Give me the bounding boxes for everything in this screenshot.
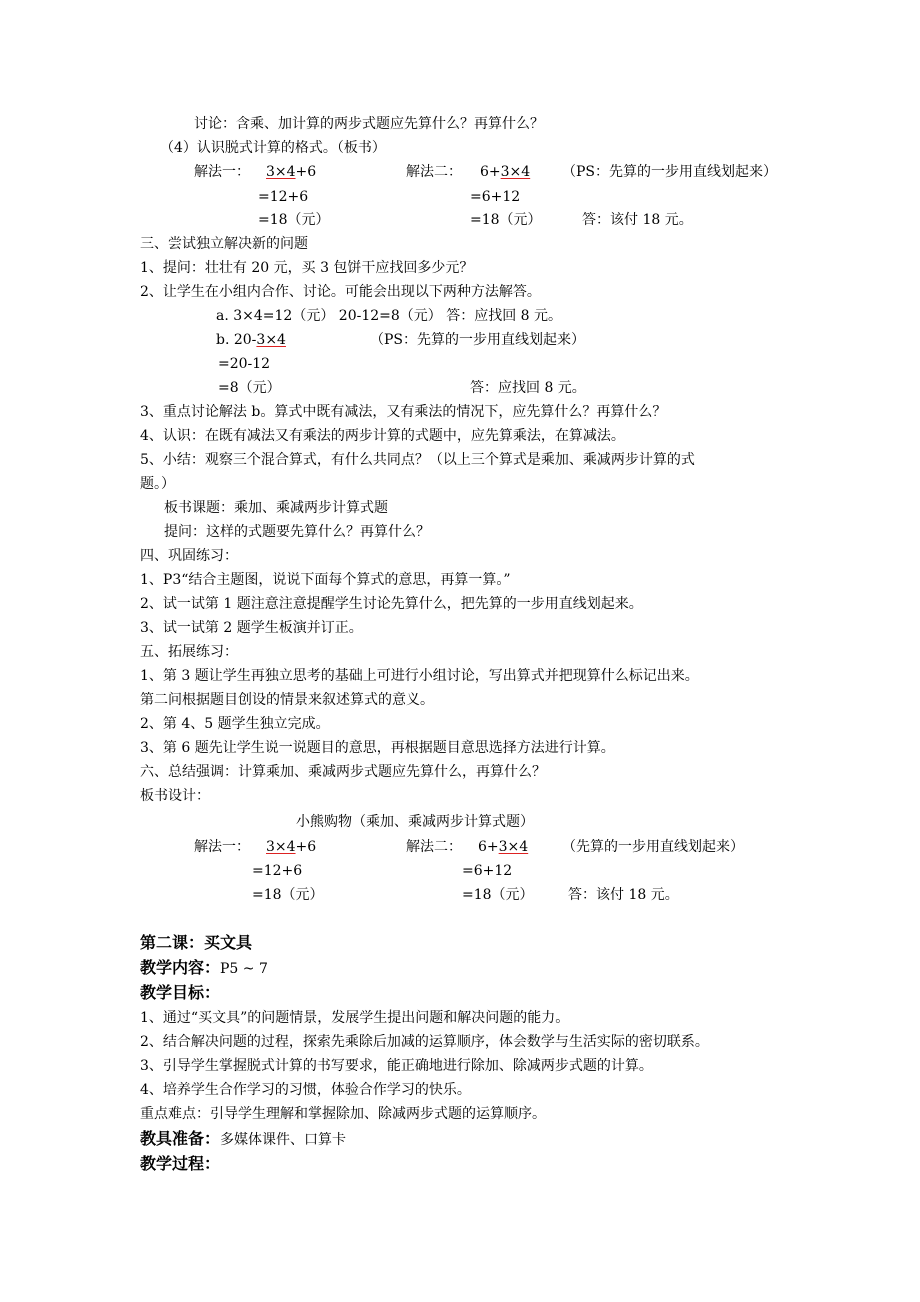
calc-result: =18（元） — [258, 212, 330, 228]
board-title: 小熊购物（乘加、乘减两步计算式题） — [296, 814, 534, 830]
calc-result: =8（元） — [218, 380, 281, 396]
calc-result: =18（元） — [462, 887, 534, 903]
goal-item: 4、培养学生合作学习的习惯，体验合作学习的快乐。 — [140, 1082, 471, 1098]
text-line: 2、试一试第 1 题注意注意提醒学生讨论先算什么，把先算的一步用直线划起来。 — [140, 596, 643, 612]
method-two-label: 解法二： — [406, 839, 462, 855]
section-heading: 五、拓展练习： — [140, 644, 238, 660]
goal-item: 3、引导学生掌握脱式计算的书写要求，能正确地进行除加、除减两步式题的计算。 — [140, 1058, 653, 1074]
expression-rest: +6 — [295, 839, 317, 855]
calc-step: =20-12 — [218, 356, 271, 372]
goal-item: 1、通过“买文具”的问题情景，发展学生提出问题和解决问题的能力。 — [140, 1010, 570, 1026]
method-two-label: 解法二： — [406, 164, 462, 180]
teaching-content — [140, 957, 268, 980]
underlined-step: 3×4 — [266, 164, 296, 180]
calc-step: =12+6 — [252, 863, 303, 879]
text-line: 1、第 3 题让学生再独立思考的基础上可进行小组讨论，写出算式并把现算什么标记出来。 — [140, 668, 699, 684]
text-line: 提问：这样的式题要先算什么？再算什么？ — [164, 524, 430, 540]
text-line: 题。） — [140, 476, 175, 492]
teaching-process-label: 教学过程： — [140, 1154, 221, 1173]
expression-start: 6+ — [480, 164, 501, 180]
text-line: 板书设计： — [140, 788, 210, 804]
calc-step: =6+12 — [462, 863, 513, 879]
underlined-step: 3×4 — [256, 332, 286, 348]
section-heading: 三、尝试独立解决新的问题 — [140, 236, 308, 252]
calc-result: =18（元） — [470, 212, 542, 228]
method-one-label: 解法一： — [194, 839, 250, 855]
teaching-goals-label: 教学目标： — [140, 983, 221, 1002]
method-one-expression — [266, 837, 316, 857]
method-one-expression — [266, 162, 316, 182]
text-line: 讨论：含乘、加计算的两步式题应先算什么？再算什么？ — [194, 116, 544, 132]
method-two-expression — [478, 837, 528, 857]
note: （先算的一步用直线划起来） — [562, 839, 744, 855]
calc-step: =6+12 — [470, 189, 521, 205]
text-line: （4）认识脱式计算的格式。（板书） — [160, 140, 386, 156]
tools — [140, 1128, 346, 1151]
text-line: 5、小结：观察三个混合算式，有什么共同点？（以上三个算式是乘加、乘减两步计算的式 — [140, 452, 695, 468]
text-line: 板书课题：乘加、乘减两步计算式题 — [164, 500, 388, 516]
expression-start: b. 20- — [216, 332, 257, 348]
key-points: 重点难点：引导学生理解和掌握除加、除减两步式题的运算顺序。 — [140, 1106, 546, 1122]
teaching-content-label: 教学内容： — [140, 958, 221, 977]
expression-start: 6+ — [478, 839, 499, 855]
tools-value: 多媒体课件、口算卡 — [220, 1132, 347, 1148]
answer: 答：应找回 8 元。 — [470, 380, 586, 396]
goal-item: 2、结合解决问题的过程，探索先乘除后加减的运算顺序，体会数学与生活实际的密切联系。 — [140, 1034, 709, 1050]
underlined-step: 3×4 — [498, 839, 529, 855]
teaching-content-value: P5 ~ 7 — [220, 961, 268, 977]
text-line: 第二问根据题目创设的情景来叙述算式的意义。 — [140, 692, 434, 708]
method-two-expression — [480, 162, 530, 182]
text-line: 1、P3“结合主题图，说说下面每个算式的意思，再算一算。” — [140, 572, 511, 588]
method-a: a. 3×4=12（元） 20-12=8（元） 答：应找回 8 元。 — [216, 308, 563, 324]
text-line: 3、试一试第 2 题学生板演并订正。 — [140, 620, 363, 636]
calc-step: =12+6 — [258, 189, 309, 205]
calc-result: =18（元） — [252, 887, 324, 903]
text-line: 1、提问：壮壮有 20 元，买 3 包饼干应找回多少元？ — [140, 260, 474, 276]
section-heading: 四、巩固练习： — [140, 548, 238, 564]
ps-note: （PS：先算的一步用直线划起来） — [370, 332, 586, 348]
section-heading: 六、总结强调：计算乘加、乘减两步式题应先算什么，再算什么？ — [140, 764, 546, 780]
tools-label: 教具准备： — [140, 1129, 221, 1148]
answer: 答：该付 18 元。 — [568, 887, 679, 903]
text-line: 2、让学生在小组内合作、讨论。可能会出现以下两种方法解答。 — [140, 284, 541, 300]
text-line: 4、认识：在既有减法又有乘法的两步计算的式题中，应先算乘法，在算减法。 — [140, 428, 625, 444]
answer: 答：该付 18 元。 — [582, 212, 693, 228]
method-b-expression — [216, 330, 286, 350]
text-line: 3、第 6 题先让学生说一说题目的意思，再根据题目意思选择方法进行计算。 — [140, 740, 615, 756]
expression-rest: +6 — [295, 164, 317, 180]
text-line: 3、重点讨论解法 b。算式中既有减法，又有乘法的情况下，应先算什么？再算什么？ — [140, 404, 667, 420]
underlined-step: 3×4 — [266, 839, 296, 855]
lesson-title: 第二课：买文具 — [140, 933, 253, 952]
ps-note: （PS：先算的一步用直线划起来） — [562, 164, 778, 180]
underlined-step: 3×4 — [500, 164, 531, 180]
method-one-label: 解法一： — [194, 164, 250, 180]
text-line: 2、第 4、5 题学生独立完成。 — [140, 716, 330, 732]
